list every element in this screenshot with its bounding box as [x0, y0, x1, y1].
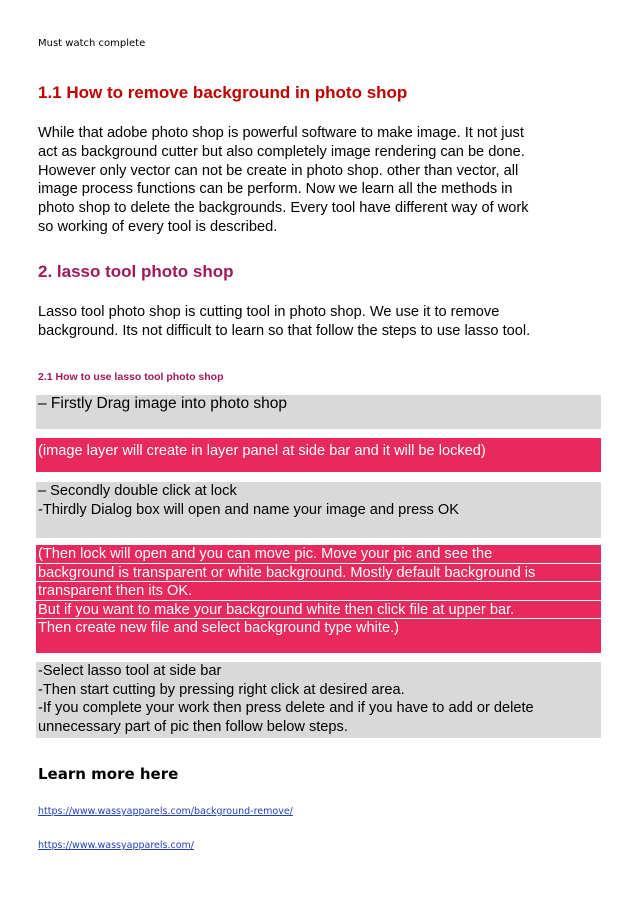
note-line: transparent then its OK. — [36, 582, 601, 601]
paragraph-line: background. Its not difficult to learn so that follow the steps to use lasso tool. — [38, 322, 531, 339]
step-line: unnecessary part of pic then follow below steps. — [38, 718, 348, 735]
step-line: – Firstly Drag image into photo shop — [38, 395, 287, 412]
note-line: Then create new file and select background type white.) — [38, 620, 399, 636]
step-box-1 — [36, 395, 601, 429]
step-box-3 — [36, 662, 601, 738]
section-2-1-subheading: 2.1 How to use lasso tool photo shop — [38, 371, 224, 383]
section-2-paragraph — [38, 303, 603, 341]
paragraph-line: so working of every tool is described. — [38, 218, 278, 235]
link-background-remove[interactable]: https://www.wassyapparels.com/background-remove/ — [38, 806, 293, 817]
note-line: (Then lock will open and you can move pic. Move your pic and see the — [36, 545, 601, 564]
paragraph-line: image process functions can be perform. Now we learn all the methods in — [38, 181, 513, 198]
paragraph-line: However only vector can not be create in photo shop. other than vector, all — [38, 162, 519, 179]
note-line: background is transparent or white background. Mostly default background is — [36, 564, 601, 583]
step-line: – Secondly double click at lock — [38, 483, 237, 499]
note-line: (image layer will create in layer panel at side bar and it will be locked) — [38, 443, 486, 459]
paragraph-line: photo shop to delete the backgrounds. Every tool have different way of work — [38, 200, 529, 217]
section-1-paragraph — [38, 124, 603, 237]
note-line: But if you want to make your background white then click file at upper bar. — [36, 601, 601, 620]
step-line: -Then start cutting by pressing right click at desired area. — [38, 681, 405, 698]
paragraph-line: Lasso tool photo shop is cutting tool in photo shop. We use it to remove — [38, 304, 500, 320]
paragraph-line: act as background cutter but also completely image rendering can be done. — [38, 143, 525, 160]
step-line: -If you complete your work then press delete and if you have to add or delete — [38, 700, 534, 716]
learn-more-heading: Learn more here — [38, 765, 179, 783]
link-homepage[interactable]: https://www.wassyapparels.com/ — [38, 840, 194, 851]
note-box-1 — [36, 438, 601, 472]
header-note: Must watch complete — [38, 38, 146, 49]
step-line: -Thirdly Dialog box will open and name your image and press OK — [38, 501, 459, 518]
step-line: -Select lasso tool at side bar — [38, 663, 222, 679]
step-box-2 — [36, 482, 601, 538]
paragraph-line: While that adobe photo shop is powerful software to make image. It not just — [38, 125, 524, 141]
section-1-title: 1.1 How to remove background in photo shop — [38, 83, 408, 102]
section-2-title: 2. lasso tool photo shop — [38, 262, 234, 281]
note-box-2 — [36, 545, 601, 653]
